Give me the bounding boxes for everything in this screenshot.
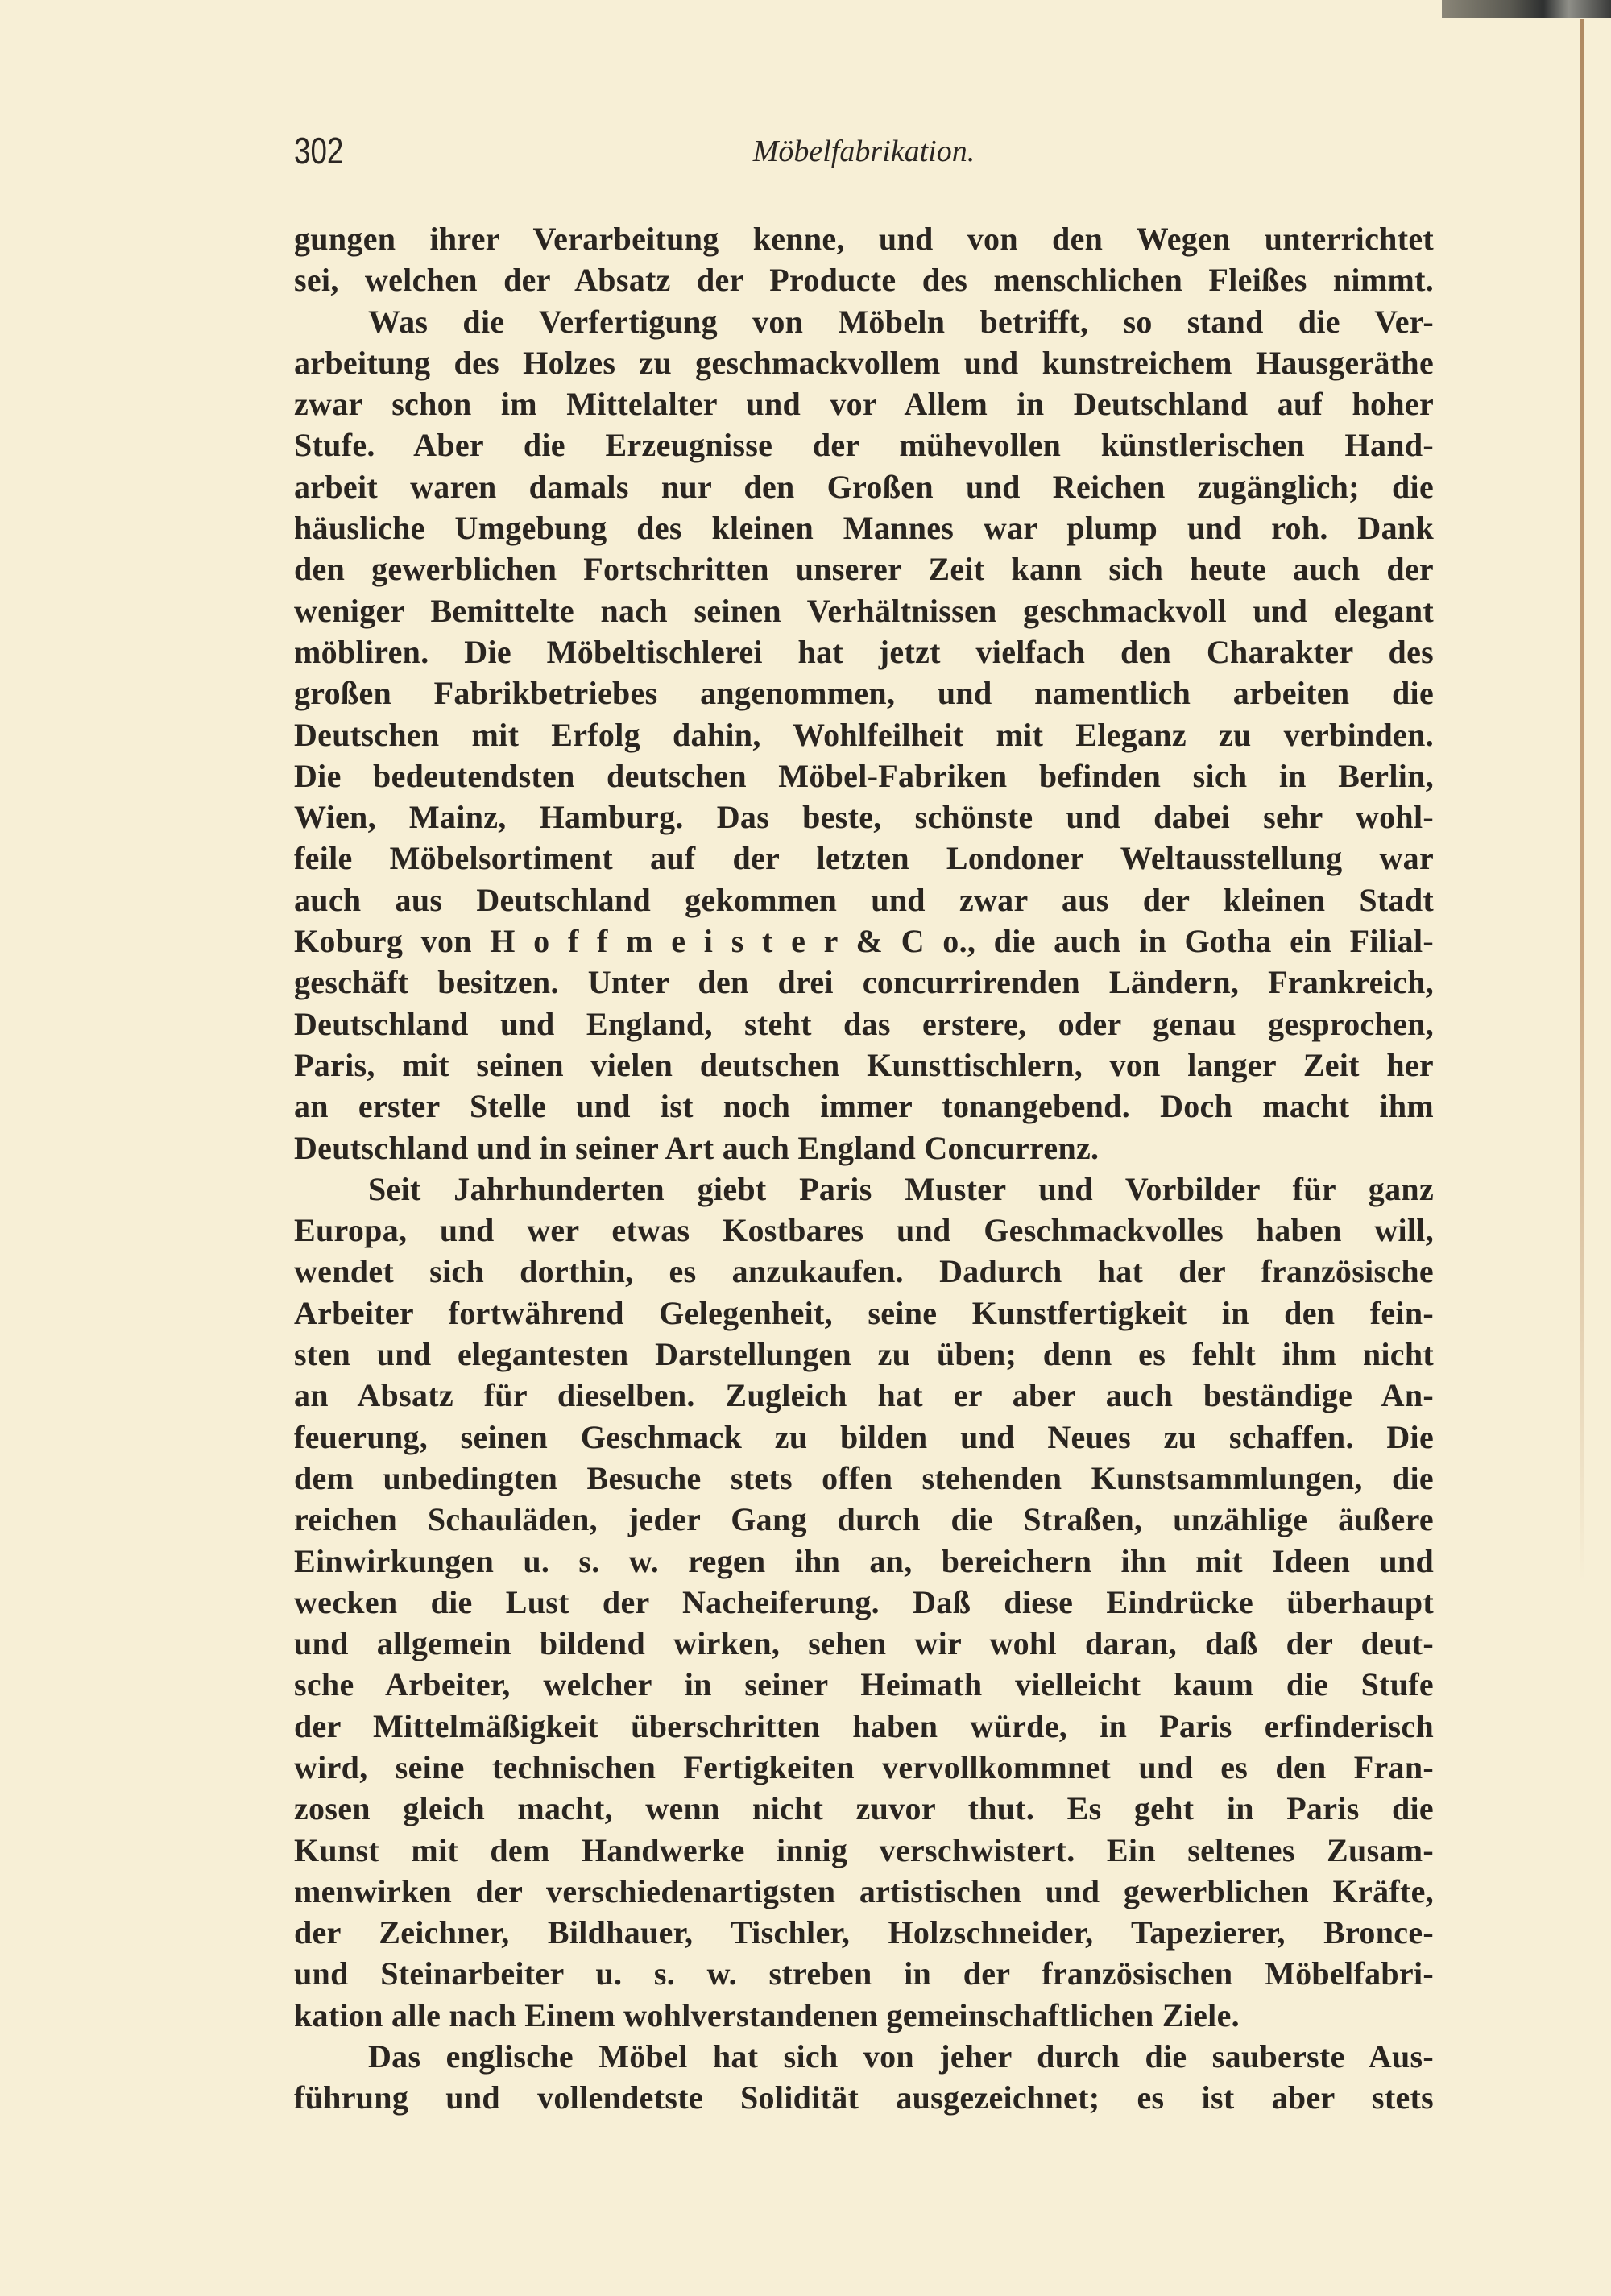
text-line: sten und elegantesten Darstellungen zu üben; denn es fehlt ihm nicht [294, 1336, 1434, 1373]
text-line: feuerung, seinen Geschmack zu bilden und Neues zu schaffen. Die [294, 1418, 1434, 1455]
text-line: Kunst mit dem Handwerke innig verschwistert. Ein seltenes Zusam- [294, 1831, 1434, 1868]
text-line: Paris, mit seinen vielen deutschen Kunsttischlern, von langer Zeit her [294, 1046, 1434, 1083]
running-head: Möbelfabrikation. [752, 134, 975, 168]
text-line: Einwirkungen u. s. w. regen ihn an, bereichern ihn mit Ideen und [294, 1542, 1434, 1579]
text-line: großen Fabrikbetriebes angenommen, und namentlich arbeiten die [294, 675, 1434, 712]
text-line: Koburg von H o f f m e i s t e r & C o., die auch in Gotha ein Filial- [294, 923, 1434, 960]
text-line: zosen gleich macht, wenn nicht zuvor thut. Es geht in Paris die [294, 1790, 1434, 1827]
text-line: und allgemein bildend wirken, sehen wir wohl daran, daß der deut- [294, 1625, 1434, 1662]
text-line: weniger Bemittelte nach seinen Verhältnissen geschmackvoll und elegant [294, 592, 1434, 629]
text-line: menwirken der verschiedenartigsten artistischen und gewerblichen Kräfte, [294, 1872, 1434, 1909]
text-line: sei, welchen der Absatz der Producte des menschlichen Fleißes nimmt. [294, 262, 1434, 299]
text-line: führung und vollendetste Solidität ausgezeichnet; es ist aber stets [294, 2079, 1434, 2116]
text-line: Stufe. Aber die Erzeugnisse der mühevollen künstlerischen Hand- [294, 427, 1434, 464]
text-line: Arbeiter fortwährend Gelegenheit, seine Kunstfertigkeit in den fein- [294, 1294, 1434, 1331]
text-line: den gewerblichen Fortschritten unserer Zeit kann sich heute auch der [294, 551, 1434, 588]
text-line: Wien, Mainz, Hamburg. Das beste, schönste und dabei sehr wohl- [294, 799, 1434, 836]
text-line: zwar schon im Mittelalter und vor Allem in Deutschland auf hoher [294, 386, 1434, 423]
text-line: der Zeichner, Bildhauer, Tischler, Holzschneider, Tapezierer, Bronce- [294, 1914, 1434, 1951]
text-line: auch aus Deutschland gekommen und zwar aus der kleinen Stadt [294, 881, 1434, 918]
text-line: der Mittelmäßigkeit überschritten haben würde, in Paris erfinderisch [294, 1707, 1434, 1744]
text-line: Die bedeutendsten deutschen Möbel-Fabriken befinden sich in Berlin, [294, 757, 1434, 794]
text-line: Seit Jahrhunderten giebt Paris Muster und Vorbilder für ganz [368, 1170, 1434, 1207]
text-line: und Steinarbeiter u. s. w. streben in der französischen Möbelfabri- [294, 1955, 1434, 1992]
text-line: wendet sich dorthin, es anzukaufen. Dadurch hat der französische [294, 1253, 1434, 1290]
text-line: reichen Schauläden, jeder Gang durch die Straßen, unzählige äußere [294, 1501, 1434, 1538]
text-line: wecken die Lust der Nacheiferung. Daß diese Eindrücke überhaupt [294, 1583, 1434, 1620]
text-line: Was die Verfertigung von Möbeln betrifft, so stand die Ver- [368, 303, 1434, 340]
text-line: arbeit waren damals nur den Großen und Reichen zugänglich; die [294, 468, 1434, 505]
text-line: geschäft besitzen. Unter den drei concurrirenden Ländern, Frankreich, [294, 964, 1434, 1001]
text-line: Deutschen mit Erfolg dahin, Wohlfeilheit mit Eleganz zu verbinden. [294, 716, 1434, 753]
text-line: dem unbedingten Besuche stets offen stehenden Kunstsammlungen, die [294, 1459, 1434, 1496]
text-line: Europa, und wer etwas Kostbares und Geschmackvolles haben will, [294, 1212, 1434, 1249]
text-line: an erster Stelle und ist noch immer tonangebend. Doch macht ihm [294, 1088, 1434, 1125]
body-text [294, 218, 1434, 2119]
text-line: kation alle nach Einem wohlverstandenen gemeinschaftlichen Ziele. [294, 1996, 1240, 2033]
page-header [294, 129, 1434, 177]
text-line: Deutschland und in seiner Art auch England Concurrenz. [294, 1129, 1100, 1166]
page-number: 302 [294, 130, 344, 172]
text-line: möbliren. Die Möbeltischlerei hat jetzt vielfach den Charakter des [294, 633, 1434, 670]
text-line: Deutschland und England, steht das erstere, oder genau gesprochen, [294, 1005, 1434, 1042]
text-line: arbeitung des Holzes zu geschmackvollem und kunstreichem Hausgeräthe [294, 344, 1434, 381]
text-line: feile Möbelsortiment auf der letzten Londoner Weltausstellung war [294, 840, 1434, 877]
text-line: an Absatz für dieselben. Zugleich hat er aber auch beständige An- [294, 1377, 1434, 1414]
text-line: häusliche Umgebung des kleinen Mannes war plump und roh. Dank [294, 510, 1434, 547]
page-edge-line [1580, 19, 1584, 1582]
scanner-edge-strip [1442, 0, 1611, 18]
text-line: gungen ihrer Verarbeitung kenne, und von den Wegen unterrichtet [294, 221, 1434, 257]
text-line: sche Arbeiter, welcher in seiner Heimath vielleicht kaum die Stufe [294, 1666, 1434, 1703]
text-line: wird, seine technischen Fertigkeiten vervollkommnet und es den Fran- [294, 1748, 1434, 1785]
text-line: Das englische Möbel hat sich von jeher durch die sauberste Aus- [368, 2038, 1434, 2075]
